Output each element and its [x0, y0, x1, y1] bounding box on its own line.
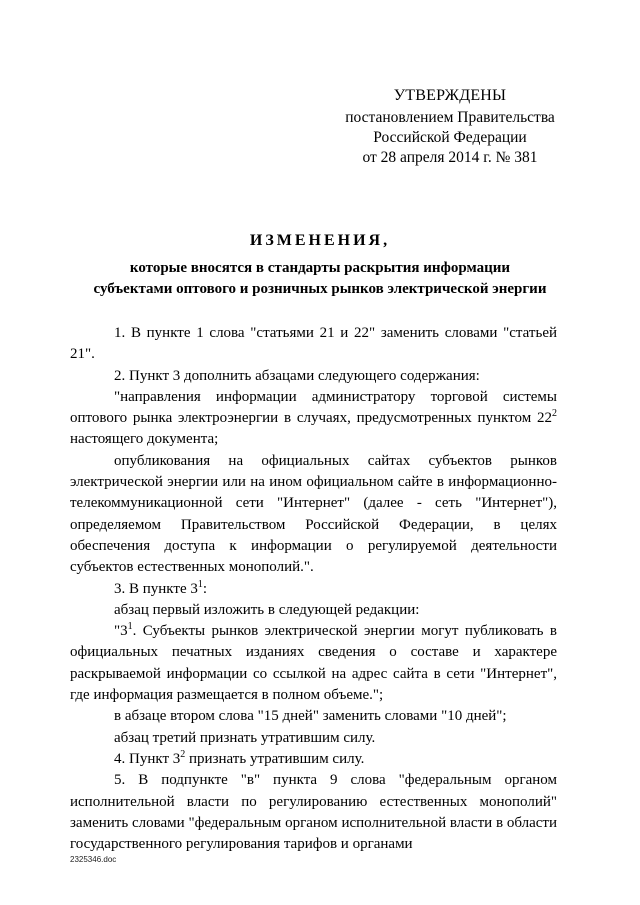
paragraph-8: в абзаце втором слова "15 дней" заменить словами "10 дней";: [114, 708, 507, 725]
paragraph-4: опубликования на официальных сайтах субъектов рынков электрической энергии или на ином официальном сайте в информационно-телекоммуникационной сети "Интернет" (далее - сеть "Интернет"), определяемом Правительством Российской Федерации, в целях обеспечения доступа к информации о регулируемой деятельности субъектов естественных монополий.".: [70, 452, 557, 576]
approval-line-1: постановлением Правительства: [345, 109, 555, 126]
paragraph-10-text-end: признать утратившим силу.: [185, 750, 365, 767]
subtitle-line-1: которые вносятся в стандарты раскрытия информации: [129, 260, 511, 276]
paragraph-3-text: "направления информации администратору торговой системы оптового рынка электроэнергии в случаях, предусмотренных пунктом 22: [70, 388, 557, 427]
subtitle-line-2: субъектами оптового и розничных рынков электрической энергии: [93, 281, 547, 297]
file-name-footer: 2325346.doc: [70, 855, 117, 864]
paragraph-7-text: "3: [114, 623, 128, 640]
paragraph-1: 1. В пункте 1 слова "статьями 21 и 22" заменить словами "статьей 21".: [70, 325, 557, 363]
approval-line-3: от 28 апреля 2014 г. № 381: [362, 149, 538, 166]
paragraph-10: [70, 749, 557, 770]
paragraph-5-text-end: :: [202, 580, 208, 597]
paragraph-10-text: 4. Пункт 3: [114, 750, 181, 767]
paragraph-3-superscript: 2: [552, 408, 557, 420]
paragraph-5-superscript: 1: [197, 578, 203, 590]
approval-line-2: Российской Федерации: [373, 129, 527, 146]
paragraph-5-text: 3. В пункте 3: [114, 580, 198, 597]
paragraph-7-text-end: . Субъекты рынков электрической энергии могут публиковать в официальных печатных изданиях сведения о составе и характере раскрываемой информации со ссылкой на адрес сайта в сети "Интернет", где информация размещается в полном объеме.";: [70, 623, 557, 704]
paragraph-9: абзац третий признать утратившим силу.: [114, 729, 376, 746]
paragraph-7: [70, 621, 557, 706]
paragraph-5: [70, 579, 557, 600]
paragraph-10-superscript: 2: [180, 748, 186, 760]
document-subtitle: [0, 258, 640, 300]
paragraph-7-superscript: 1: [127, 621, 133, 633]
paragraph-11: 5. В подпункте "в" пункта 9 слова "федеральным органом исполнительной власти по регулированию естественных монополий" заменить словами "федеральным органом исполнительной власти в области государственного регулирования тарифов и органами: [70, 772, 557, 853]
paragraph-3-text-end: настоящего документа;: [70, 431, 219, 448]
document-body: [70, 323, 557, 855]
document-title: ИЗМЕНЕНИЯ,: [249, 232, 391, 249]
paragraph-2: 2. Пункт 3 дополнить абзацами следующего содержания:: [114, 367, 480, 384]
approval-heading: УТВЕРЖДЕНЫ: [393, 87, 507, 104]
approval-block: [300, 86, 600, 168]
paragraph-6: абзац первый изложить в следующей редакции:: [114, 601, 420, 618]
paragraph-3: [70, 387, 557, 451]
